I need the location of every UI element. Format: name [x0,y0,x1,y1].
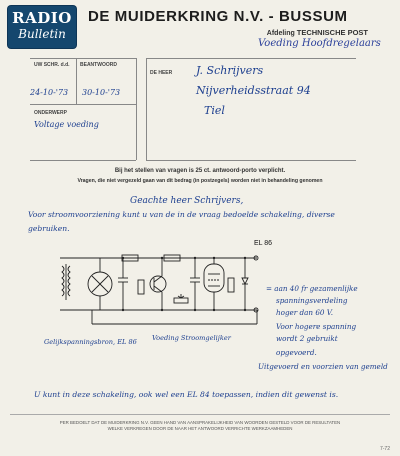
addressee-city: Tiel [204,104,225,117]
addressee-name: J. Schrijvers [196,64,264,77]
side-note-6: opgevoerd. [276,348,317,357]
department-prefix: Afdeling [266,30,295,37]
form-mid-line [30,104,136,105]
letter-greeting: Geachte heer Schrijvers, [130,196,244,206]
handwritten-subject: Voeding Hoofdregelaars [258,38,381,49]
col2-label: BEANTWOORD [80,62,117,68]
footer-disclaimer [10,420,390,432]
radio-bulletin-logo [8,6,76,48]
logo-line-radio: RADIO [12,9,72,27]
circuit-diagram [52,238,262,338]
logo-line-bulletin: Bulletin [18,27,66,41]
address-left-border [146,58,147,160]
postage-notice-line2: Vragen, die niet vergezeld gaan van dit bedrag (in postzegels) worden niet in behandeling genomen [77,178,323,184]
page-number: 7-72 [379,446,390,452]
col1-label: UW SCHR. d.d. [34,62,70,68]
department-line [267,28,368,37]
side-note-7: Uitgevoerd en voorzien van gemeld [258,362,388,371]
form-top-line [30,58,136,59]
letter-body-line2: gebruiken. [28,224,70,233]
form-right-border [136,58,137,160]
form-bottom-line [30,160,136,161]
footer-line-2: WELKE VERKREGEN DOOR DE NAAR HET ANTWOORD VERRICHTE WERKZAAMHEDEN [107,426,293,431]
to-label: DE HEER [150,70,173,76]
onderwerp-value: Voltage voeding [34,120,99,129]
addressee-street: Nijverheidsstraat 94 [196,84,311,97]
letter-body-line1: Voor stroomvoorziening kunt u van de in de vraag bedoelde schakeling, diverse [28,210,335,219]
footer-rule [10,414,390,415]
form-divider [76,58,77,104]
address-bottom-line [146,160,356,161]
side-note-2: spanningsverdeling [276,296,348,305]
address-top-line [146,58,356,59]
company-name: DE MUIDERKRING N.V. - BUSSUM [88,8,348,25]
circuit-note-2: Voeding Stroomgelijker [152,334,231,342]
department-name: TECHNISCHE POST [296,28,368,37]
side-note-3: hoger dan 60 V. [276,308,333,317]
tube-label: EL 86 [254,240,273,247]
side-note-4: Voor hogere spanning [276,322,357,331]
circuit-note-1: Gelijkspanningsbron, EL 86 [44,338,137,346]
side-note-5: wordt 2 gebruikt [276,334,338,343]
date-answered: 30-10-'73 [82,88,121,97]
side-note-1: = aan 40 fr gezamenlijke [266,284,358,293]
onderwerp-label: ONDERWERP [34,110,67,116]
letter-closing: U kunt in deze schakeling, ook wel een EL 84 toepassen, indien dit gewenst is. [34,390,339,399]
footer-line-1: PER BEDOELT DAT DE MUIDERKRING N.V. GEEN HAND VAN AANSPRAKELIJKHEID VAN WOORDEN GESTELD VOOR DE RESULTATEN [59,420,341,425]
date-received: 24-10-'73 [30,88,69,97]
postage-notice-line1: Bij het stellen van vragen is 25 ct. antwoord-porto verplicht. [114,168,286,174]
